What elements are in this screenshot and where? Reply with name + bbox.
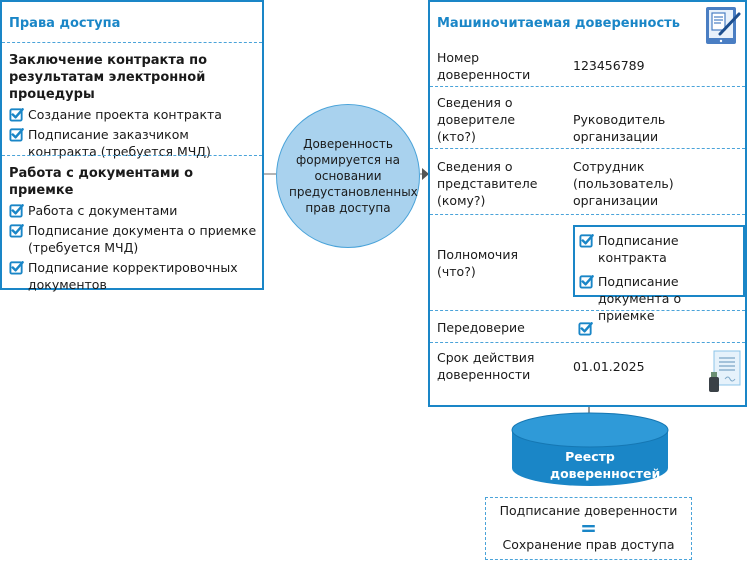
access-rights-panel — [0, 0, 264, 290]
equation-box — [485, 497, 692, 560]
row-label: Полномочия (что?) — [437, 247, 518, 279]
redelegation-checkbox-checked-icon[interactable] — [578, 321, 593, 336]
principal-value: Руководитель организации — [573, 112, 666, 144]
registry-label: Реестр доверенностей — [550, 449, 661, 481]
mcd-row-redelegation — [430, 318, 745, 340]
power-item-label: Подписание документа о приемке — [598, 274, 682, 323]
access-rights-title: Права доступа — [9, 16, 121, 31]
right-item-label: Подписание корректировочных документов — [28, 260, 238, 292]
section-title: Работа с документами о приемке — [9, 166, 194, 198]
right-item-label: Создание проекта контракта — [28, 107, 222, 122]
checkbox-checked-icon — [579, 233, 594, 248]
poa-number: 123456789 — [573, 58, 645, 73]
checkbox-checked-icon — [9, 107, 24, 122]
right-item-label: Подписание заказчиком контракта (требуется МЧД) — [28, 127, 211, 159]
process-circle — [276, 104, 420, 248]
section-contract — [9, 52, 258, 160]
right-item-label: Работа с документами — [28, 203, 178, 218]
mcd-title: Машиночитаемая доверенность — [437, 16, 680, 31]
row-label: Срок действия доверенности — [437, 350, 535, 382]
power-item[interactable] — [579, 273, 739, 324]
divider — [430, 342, 745, 343]
checkbox-checked-icon — [579, 274, 594, 289]
tablet-sign-icon — [704, 6, 742, 46]
validity-date: 01.01.2025 — [573, 359, 645, 374]
power-item-label: Подписание контракта — [598, 233, 679, 265]
right-item[interactable] — [9, 222, 258, 256]
right-item-label: Подписание документа о приемке (требуется МЧД) — [28, 223, 257, 255]
process-circle-text: Доверенность формируется на основании предустановленных прав доступа — [289, 137, 418, 215]
representative-value: Сотрудник (пользователь) организации — [573, 159, 674, 208]
divider — [430, 148, 745, 149]
checkbox-checked-icon — [9, 223, 24, 238]
row-label: Передоверие — [437, 320, 525, 335]
checkbox-checked-icon — [9, 260, 24, 275]
row-label: Сведения о представителе (кому?) — [437, 159, 538, 208]
section-acceptance — [9, 165, 258, 293]
divider — [430, 310, 745, 311]
right-item[interactable] — [9, 202, 258, 219]
row-label: Номер доверенности — [437, 50, 531, 82]
equation-top: Подписание доверенности — [499, 503, 678, 518]
divider — [430, 86, 745, 87]
row-label: Сведения о доверителе (кто?) — [437, 95, 516, 144]
mcd-panel — [428, 0, 747, 407]
equals-icon: = — [580, 516, 597, 540]
mcd-row-number — [430, 46, 745, 84]
equation-bottom: Сохранение прав доступа — [502, 537, 675, 552]
document-usb-key-icon — [708, 350, 742, 394]
right-item[interactable] — [9, 106, 258, 123]
mcd-row-validity — [430, 348, 745, 398]
checkbox-checked-icon — [9, 127, 24, 142]
divider — [2, 155, 262, 156]
section-title: Заключение контракта по результатам электронной процедуры — [9, 53, 208, 102]
power-item[interactable] — [579, 232, 739, 266]
checkbox-checked-icon — [9, 203, 24, 218]
mcd-row-representative — [430, 156, 745, 210]
divider — [430, 214, 745, 215]
mcd-row-principal — [430, 92, 745, 146]
divider — [2, 42, 262, 43]
powers-box — [573, 225, 745, 323]
right-item[interactable] — [9, 259, 258, 293]
mcd-row-powers — [430, 216, 745, 323]
